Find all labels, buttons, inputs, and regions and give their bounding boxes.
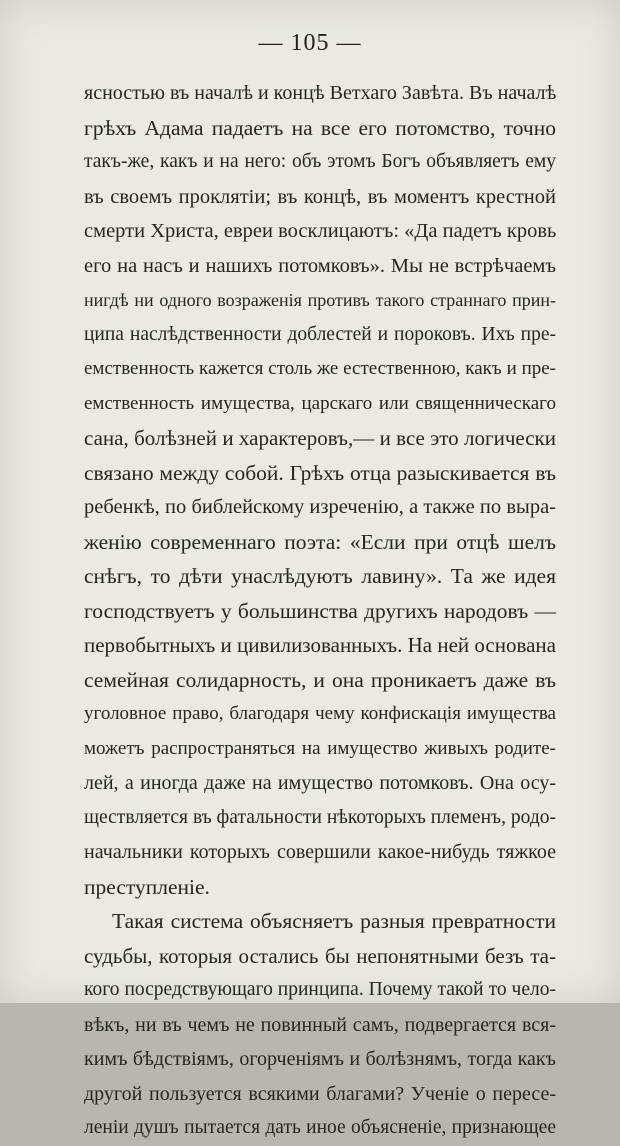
text-line: ципа наслѣдственности доблестей и пороковъ. Ихъ пре-	[84, 323, 556, 345]
text-line: нигдѣ ни одного возраженія противъ такого страннаго прин-	[84, 290, 556, 310]
text-line: лей, а иногда даже на имущество потомковъ. Она осу-	[84, 772, 556, 794]
text-line: емственность кажется столь же естественною, какъ и пре-	[84, 358, 556, 379]
text-line: Такая система объясняетъ разныя превратности	[112, 909, 556, 933]
text-line: смерти Христа, евреи восклицаютъ: «Да падетъ кровь	[84, 220, 557, 242]
text-line: ясностью въ началѣ и концѣ Ветхаго Завѣта. Въ началѣ	[84, 82, 557, 104]
text-line: вѣкъ, ни въ чемъ не повинный самъ, подвергается вся-	[84, 1013, 556, 1036]
text-line: емственность имущества, царскаго или священническаго	[84, 392, 556, 414]
text-line: кого посредствующаго принципа. Почему такой то чело-	[84, 979, 556, 1000]
text-line: первобытныхъ и цивилизованныхъ. На ней основана	[84, 633, 556, 657]
text-line: въ своемъ проклятіи; въ концѣ, въ моментъ крестной	[84, 185, 556, 208]
text-line: преступленіе.	[84, 874, 210, 899]
text-line: связано между собой. Грѣхъ отца разыскивается въ	[84, 460, 556, 485]
text-line: господствуетъ у большинства другихъ народовъ —	[84, 598, 556, 623]
text-line: такъ-же, какъ и на него: объ этомъ Богъ объявляетъ ему	[84, 151, 556, 172]
text-line: снѣгъ, то дѣти унаслѣдуютъ лавину». Та же идея	[84, 564, 556, 588]
text-line: судьбы, которыя остались бы непонятными безъ та-	[84, 943, 556, 968]
text-line: семейная солидарность, и она проникаетъ даже въ	[84, 667, 556, 692]
text-line: можетъ распространяться на имущество живыхъ родите-	[84, 737, 556, 759]
page-number: — 105 —	[258, 30, 362, 56]
text-line: женію современнаго поэта: «Если при отцѣ шелъ	[84, 529, 556, 554]
text-line: другой пользуется всякими благами? Ученіе о пересе-	[84, 1082, 556, 1105]
text-line: грѣхъ Адама падаетъ на все его потомство, точно	[84, 115, 556, 140]
paragraph-1	[84, 76, 556, 904]
text-line: ществляется въ фатальности нѣкоторыхъ племенъ, родо-	[84, 806, 556, 828]
text-line: его на насъ и нашихъ потомковъ». Мы не встрѣчаемъ	[84, 254, 556, 277]
paragraph-2	[84, 904, 556, 1146]
text-line: леніи душъ пытается дать иное объясненіе, признающее	[84, 1117, 556, 1138]
text-line: уголовное право, благодаря чему конфискація имущества	[84, 703, 556, 724]
body-text	[84, 76, 556, 1146]
text-line: сана, болѣзней и характеровъ,— и все это логически	[84, 426, 556, 450]
text-line: начальники которыхъ совершили какое-нибудь тяжкое	[84, 841, 556, 863]
text-line: ребенкѣ, по библейскому изреченію, а также по выра-	[84, 496, 556, 518]
text-line: кимъ бѣдствіямъ, огорченіямъ и болѣзнямъ, тогда какъ	[84, 1048, 556, 1070]
